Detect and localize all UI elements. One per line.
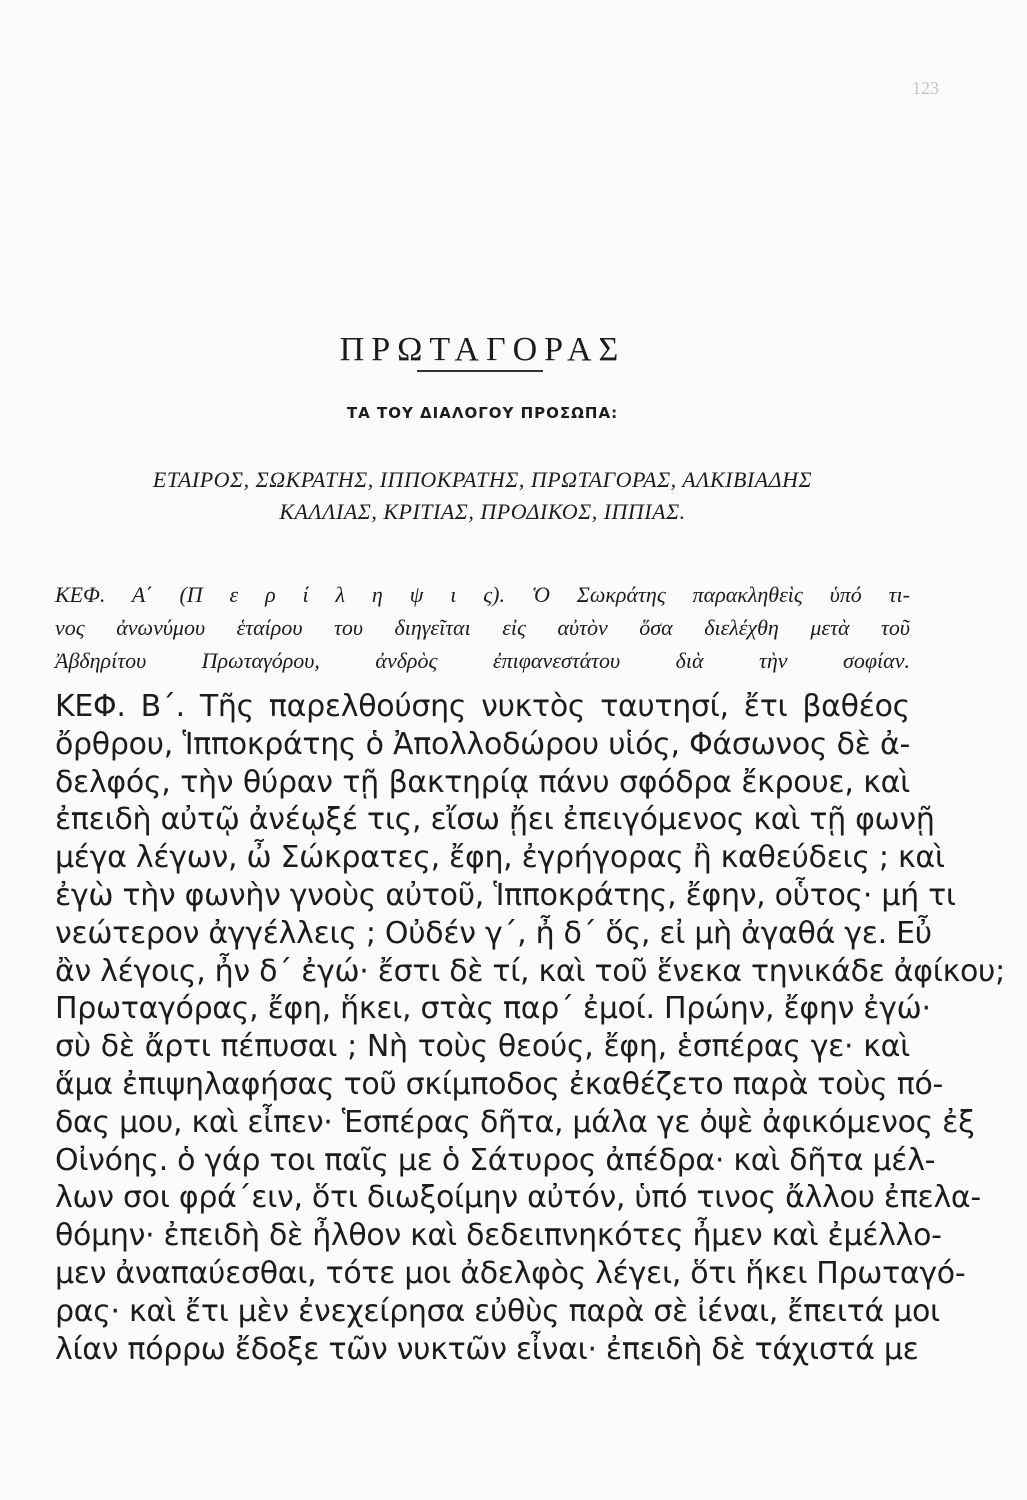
text-line: ρας· καὶ ἔτι μὲν ἐνεχείρησα εὐθὺς παρὰ σὲ ἰέναι, ἔπειτά μοι <box>55 1293 940 1329</box>
text-line: ὄρθρου, Ἱπποκράτης ὁ Ἀπολλοδώρου υἱός, Φάσωνος δὲ ἀ- <box>55 726 910 762</box>
text-line: δας μου, καὶ εἶπεν· Ἑσπέρας δῆτα, μάλα γε ὀψὲ ἀφικόμενος ἐξ <box>55 1104 975 1140</box>
text-line: μεν ἀναπαύεσθαι, τότε μοι ἀδελφὸς λέγει, ὅτι ἥκει Πρωταγό- <box>55 1255 966 1291</box>
dialogue-title: ΠΡΩΤΑΓΟΡΑΣ <box>339 330 626 368</box>
persons-heading: ΤΑ ΤΟΥ ΔΙΑΛΟΓΟΥ ΠΡΟΣΩΠΑ: <box>346 404 619 422</box>
page-number: 123 <box>912 78 939 98</box>
text-line: ΚΕΦ. Β΄. Τῆς παρελθούσης νυκτὸς ταυτησί, ἔτι βαθέος <box>55 689 910 724</box>
summary-line: ΚΕΦ. Α΄ (Π ε ρ ί λ η ψ ι ς). Ὁ Σωκράτης παρακληθεὶς ὑπό τι- <box>55 582 910 607</box>
persons-list <box>55 464 910 528</box>
text-line: δελφός, τὴν θύραν τῇ βακτηρίᾳ πάνυ σφόδρα ἔκρουε, καὶ <box>55 764 910 800</box>
text-line: ἅμα ἐπιψηλαφήσας τοῦ σκίμποδος ἐκαθέζετο παρὰ τοὺς πό- <box>55 1066 944 1102</box>
text-line: λίαν πόρρω ἔδοξε τῶν νυκτῶν εἶναι· ἐπειδὴ δὲ τάχιστά με <box>55 1331 919 1367</box>
summary-line: νος ἀνωνύμου ἑταίρου του διηγεῖται εἰς αὐτὸν ὅσα διελέχθη μετὰ τοῦ <box>55 615 910 640</box>
summary-line: Ἀβδηρίτου Πρωταγόρου, ἀνδρὸς ἐπιφανεστάτου διὰ τὴν σοφίαν. <box>55 648 910 673</box>
text-line: ἂν λέγοις, ἦν δ΄ ἐγώ· ἔστι δὲ τί, καὶ τοῦ ἕνεκα τηνικάδε ἀφίκου; <box>55 953 1005 989</box>
text-line: μέγα λέγων, ὦ Σώκρατες, ἔφη, ἐγρήγορας ἢ καθεύδεις ; καὶ <box>55 840 945 876</box>
text-line: ἐγὼ τὴν φωνὴν γνοὺς αὐτοῦ, Ἱπποκράτης, ἔφην, οὗτος· μή τι <box>55 877 956 913</box>
title-rule <box>417 370 543 372</box>
text-line: Οἰνόης. ὁ γάρ τοι παῖς με ὁ Σάτυρος ἀπέδρα· καὶ δῆτα μέλ- <box>55 1142 936 1178</box>
body-text <box>55 688 1005 1368</box>
text-line: νεώτερον ἀγγέλλεις ; Οὐδέν γ΄, ἦ δ΄ ὅς, εἰ μὴ ἀγαθά γε. Εὖ <box>55 915 932 951</box>
text-line: σὺ δὲ ἄρτι πέπυσαι ; Νὴ τοὺς θεούς, ἔφη, ἑσπέρας γε· καὶ <box>55 1029 910 1065</box>
chapter-summary <box>55 578 910 677</box>
text-line: θόμην· ἐπειδὴ δὲ ἦλθον καὶ δεδειπνηκότες ἦμεν καὶ ἐμέλλο- <box>55 1218 942 1254</box>
text-line: Πρωταγόρας, ἔφη, ἥκει, στὰς παρ΄ ἐμοί. Πρώην, ἔφην ἐγώ· <box>55 991 931 1027</box>
text-line: ἐπειδὴ αὐτῷ ἀνέῳξέ τις, εἴσω ᾔει ἐπειγόμενος καὶ τῇ φωνῇ <box>55 802 935 838</box>
text-line: λων σοι φρά΄ειν, ὅτι διωξοίμην αὐτόν, ὑπό τινος ἄλλου ἐπελα- <box>55 1180 981 1216</box>
persons-line: ΚΑΛΛΙΑΣ, ΚΡΙΤΙΑΣ, ΠΡΟΔΙΚΟΣ, ΙΠΠΙΑΣ. <box>279 499 686 524</box>
persons-line: ΕΤΑΙΡΟΣ, ΣΩΚΡΑΤΗΣ, ΙΠΠΟΚΡΑΤΗΣ, ΠΡΩΤΑΓΟΡΑΣ, ΑΛΚΙΒΙΑΔΗΣ <box>152 467 813 492</box>
